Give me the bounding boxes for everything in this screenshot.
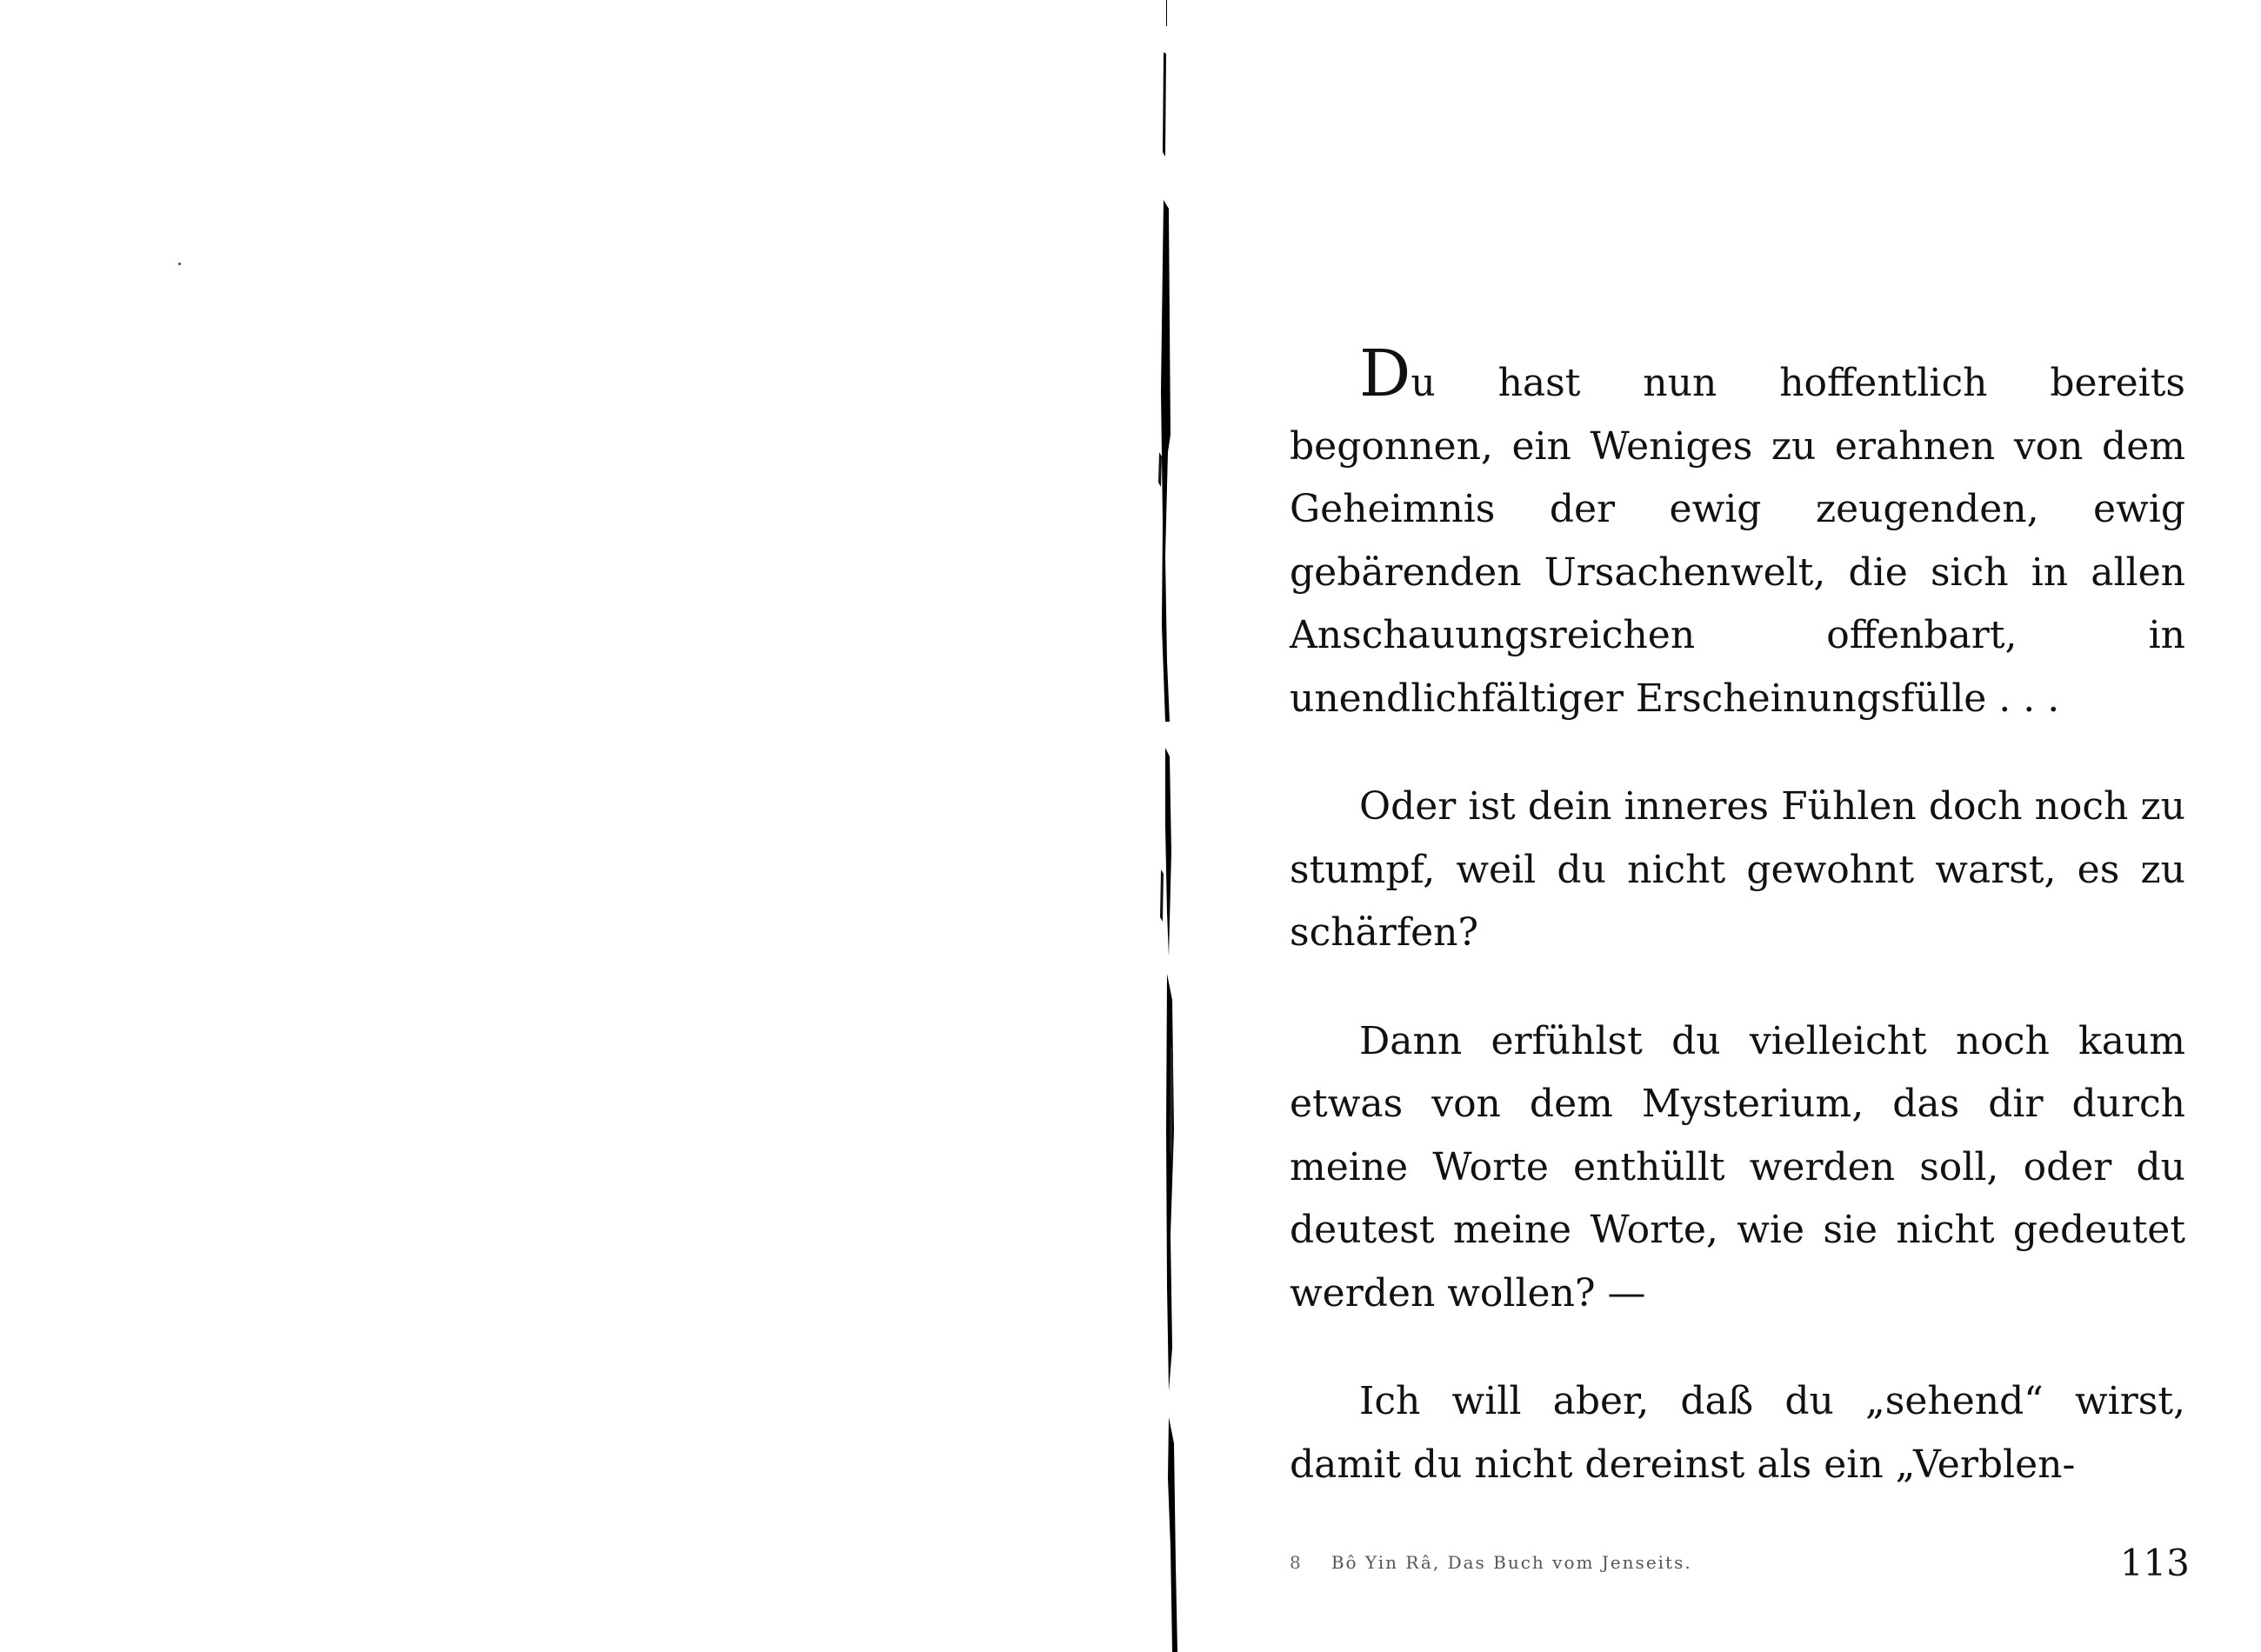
- book-gutter: [1130, 0, 1200, 1652]
- paragraph-1: [1290, 336, 2185, 730]
- paper-speck: [178, 263, 181, 265]
- paragraph-4: Ich will aber, daß du „sehend“ wirst, damit du nicht dereinst als ein „Verblen-: [1290, 1379, 2185, 1487]
- paragraph-2: Oder ist dein inneres Fühlen doch noch zu stumpf, weil du nicht gewohnt warst, es zu schärfen?: [1290, 784, 2185, 955]
- page-footer: [1290, 1542, 2190, 1584]
- paragraph-3: Dann erfühlst du vielleicht noch kaum etwas von dem Mysterium, das dir durch meine Worte enthüllt werden soll, oder du deutest meine Worte, wie sie nicht gedeutet werden wollen? —: [1290, 1018, 2185, 1316]
- printer-signature: Bô Yin Râ, Das Buch vom Jenseits.: [1331, 1552, 1692, 1573]
- drop-cap: D: [1359, 336, 1411, 411]
- right-page: [1200, 0, 2261, 1652]
- signature-mark: 8: [1290, 1552, 1301, 1573]
- paragraph-1-text: u hast nun hoffentlich bereits begonnen, ein Weniges zu erahnen von dem Geheimnis der ewig zeugenden, ewig gebärenden Ursachenwelt, die sich in allen Anschauungsreichen offenbart, in unendlichfältiger Erscheinungsfülle . . .: [1290, 361, 2185, 721]
- body-text: [1290, 336, 2185, 1542]
- page-number: 113: [2119, 1542, 2190, 1584]
